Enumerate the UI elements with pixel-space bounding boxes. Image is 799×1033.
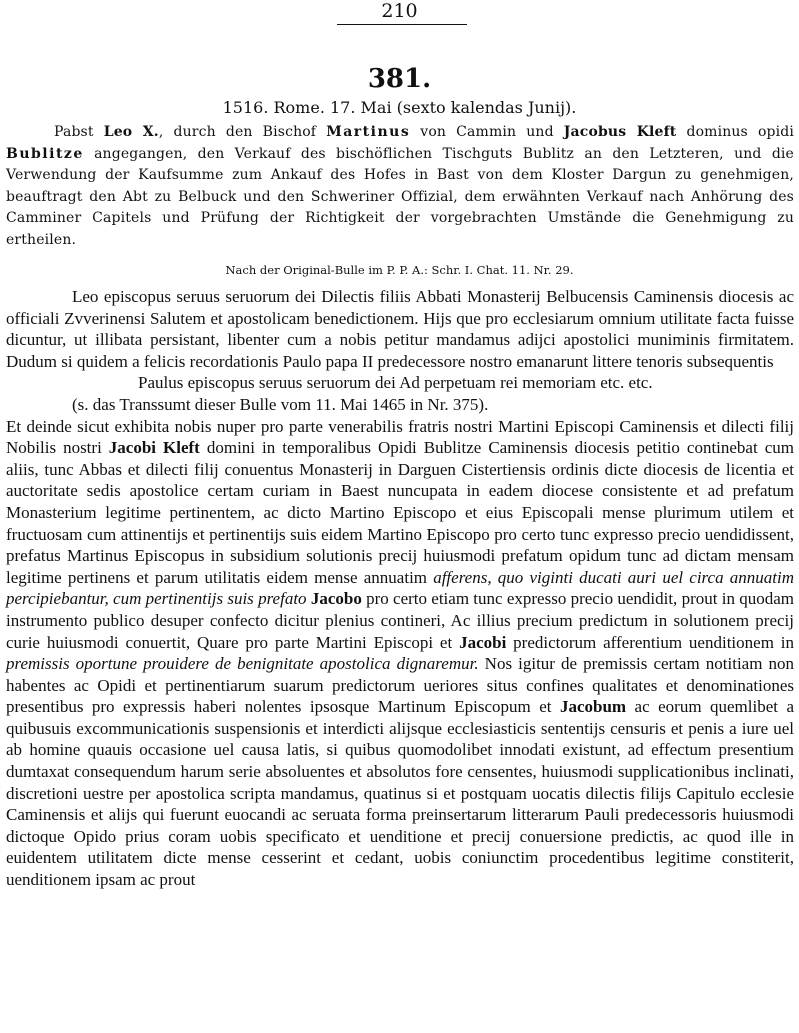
page-number: 210 bbox=[381, 0, 418, 22]
charter-text-run: pro certo etiam tunc expresso precio uendidit, prout in quodam instrumento publico desuper confecto dicitur plenius contineri, Ac illius precium predictum in solutionem precij curie huiusmodi conuertit, Quare pro parte Martini Episcopi et bbox=[6, 589, 795, 652]
regest-paragraph bbox=[6, 122, 794, 251]
regest-text: dominus opidi bbox=[676, 124, 795, 140]
charter-paragraph-main bbox=[6, 416, 794, 891]
charter-italic-run: premissis oportune prouidere de benignitate apostolica dignaremur. bbox=[6, 654, 479, 674]
transsumt-reference: (s. das Transsumt dieser Bulle vom 11. Mai 1465 in Nr. 375). bbox=[72, 394, 489, 414]
regest-bublitze-name: Bublitze bbox=[6, 145, 84, 162]
regest-bishop-name: Martinus bbox=[326, 124, 411, 140]
name-jacobi: Jacobi bbox=[459, 632, 507, 652]
source-note: Nach der Original-Bulle im P. P. A.: Schr. I. Chat. 11. Nr. 29. bbox=[225, 263, 574, 277]
charter-text-run: domini in temporalibus Opidi Bublitze Caminensis diocesis petitio continebat cum aliis, tunc Abbas et dilecti filij conuentus Monasterij in Darguen Cistertiensis ordinis dicte diocesis de licentia et auctoritate sedis apostolice certam curiam in Baest nuncupata in eadem diocese consistente et ad prefatum Monasterium legitime pertinentem, ac dicto Martino Episcopo et eius Episcopali mense plurimum utilem et fructuosam cum attinentijs et pertinentijs suis eidem Martino Episcopo pro certo tunc expresso precio uendidissent, prefatus Martinus Episcopus in subsidium solutionis precij huiusmodi prefatum opidum tunc ad dictam mensam legitime pertinens et parum utilitatis eidem mense annuatim bbox=[6, 438, 794, 587]
regest-text: angegangen, den Verkauf des bischöflichen Tischguts Bublitz an den Letzteren, und die Verwendung der Kaufsumme zum Ankauf des Hofes in Bast von dem Kloster Dargun zu genehmigen, beauftragt den Abt zu Belbuck und den Schweriner Offizial, dem erwähnten Verkauf nach Anhörung des Camminer Capitels und Prüfung der Richtigkeit der vorgebrachten Umstände die Genehmigung zu ertheilen. bbox=[6, 145, 794, 248]
header-rule bbox=[337, 24, 467, 25]
charter-italic-run: afferens, quo viginti ducati auri uel circa annuatim percipiebantur, cum pertinentijs suis prefato bbox=[6, 567, 794, 609]
name-jacobi-kleft: Jacobi Kleft bbox=[108, 438, 200, 458]
charter-paragraph-paulus: Paulus episcopus seruus seruorum dei Ad perpetuam rei memoriam etc. etc. bbox=[138, 373, 653, 393]
regest-text: Pabst bbox=[54, 124, 104, 140]
name-jacobum: Jacobum bbox=[559, 697, 627, 717]
charter-text-run: Nos igitur de premissis certam notitiam non habentes ac Opidi et pertinentiarum suarum predictorum ueriores situs confines qualitates et denominationes presentibus pro expressis haberi nolentes ipsosque Martinum Episcopum et bbox=[6, 654, 795, 717]
regest-text: , durch den Bischof bbox=[158, 124, 327, 140]
regest-pope-name: Leo X. bbox=[103, 124, 159, 140]
regest-jacobus-name: Jacobus Kleft bbox=[563, 124, 677, 140]
charter-text-run: predictorum afferentium uenditionem in bbox=[506, 632, 794, 652]
regest-text: von Cammin und bbox=[410, 124, 564, 140]
dateline: 1516. Rome. 17. Mai (sexto kalendas Junij). bbox=[222, 98, 577, 117]
document-number: 381. bbox=[367, 64, 432, 94]
charter-paragraph-1: Leo episcopus seruus seruorum dei Dilectis filiis Abbati Monasterij Belbucensis Caminensis diocesis ac officiali Zvverinensi Salutem et apostolicam benedictionem. Hijs que pro ecclesiarum omnium utilitate facta fuisse dicuntur, ut illibata persistant, libenter cum a nobis petitur mandamus adijci apostolici muniminis firmitatem. Dudum si quidem a felicis recordationis Paulo papa II predecessore nostro emanarunt littere tenoris subsequentis bbox=[6, 287, 794, 371]
name-jacobo: Jacobo bbox=[310, 589, 362, 609]
charter-text bbox=[6, 286, 794, 891]
charter-text-run: Et deinde sicut exhibita nobis nuper pro parte venerabilis fratris nostri Martini Episcopi Caminensis et dilecti filij Nobilis nostri bbox=[6, 416, 794, 458]
regest-summary bbox=[6, 122, 794, 251]
charter-text-run: ac eorum quemlibet a quibusuis excommunicationis suspensionis et interdicti alijsque ecclesiasticis sententijs censuris et penis a iure uel ab homine quauis occasione uel causa latis, si quibus quomodolibet innodati existunt, ad effectum presentium dumtaxat consequendum harum serie absoluentes et absolutos fore censentes, huiusmodi supplicationibus inclinati, discretioni uestre per apostolica scripta mandamus, quatinus si et postquam uocatis dilectis filijs Capitulo ecclesie Caminensis et alijs qui fuerunt euocandi ac seruata forma preinsertarum litterarum Pauli predecessoris huiusmodi dictoque Opido prius coram uobis specificato et uenditione et precij conuersione predictis, ac quod ille in euidentem utilitatem dicte mense cesserint et cedant, uobis coniunctim procedentibus legitime constiterit, uenditionem ipsam ac prout bbox=[6, 697, 794, 890]
